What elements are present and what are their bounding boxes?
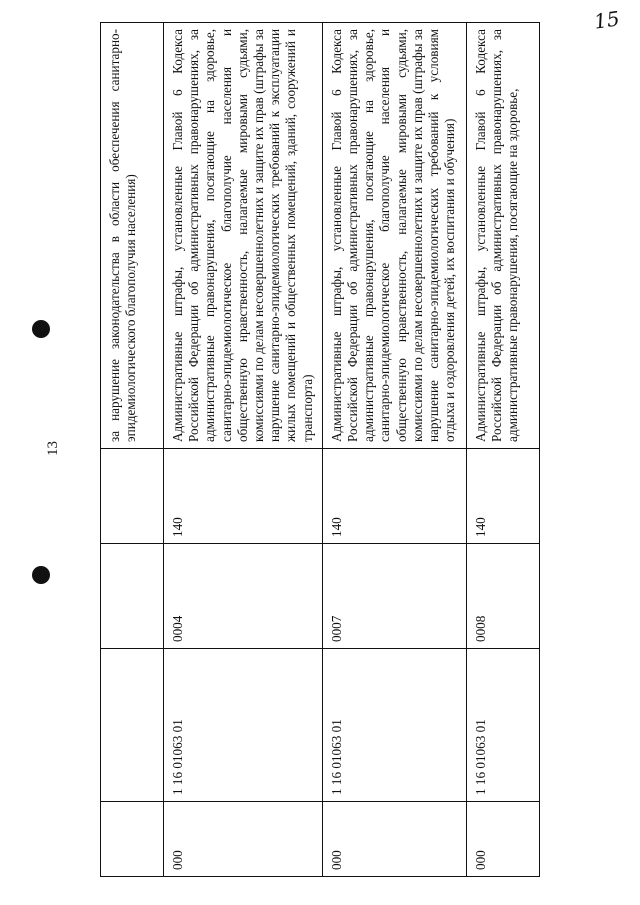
- admin-code-cell: 000: [466, 802, 539, 877]
- document-table-wrapper: [100, 22, 590, 877]
- description-cell: Административные штрафы, установленные Главой 6 Кодекса Российской Федерации об административных правонарушениях, за административные правонарушения, посягающие на здоровье, санитарно-эпидемиологическое благополучие населения и общественную нравственность, налагаемые мировыми судьями, комиссиями по делам несовершеннолетних и защите их прав (штрафы за нарушение санитарно-эпидемиологических требований к условиям отдыха и оздоровления детей, их воспитания и обучения): [322, 23, 466, 449]
- rotated-table-container: [100, 22, 590, 877]
- table-cell: [101, 449, 164, 544]
- page-number: 13: [45, 441, 61, 456]
- table-cell: [101, 802, 164, 877]
- subcode-cell: 0004: [164, 544, 323, 649]
- table-row: [322, 23, 466, 877]
- table-row: [466, 23, 539, 877]
- table-row: [164, 23, 323, 877]
- kosgu-cell: 140: [164, 449, 323, 544]
- table-row: [101, 23, 164, 877]
- handwritten-page-number: 15: [592, 6, 621, 34]
- kbk-code-cell: 1 16 01063 01: [164, 649, 323, 802]
- kosgu-cell: 140: [466, 449, 539, 544]
- description-cell: Административные штрафы, установленные Главой 6 Кодекса Российской Федерации об административных правонарушениях, за административные правонарушения, посягающие на здоровье,: [466, 23, 539, 449]
- description-cell: Административные штрафы, установленные Главой 6 Кодекса Российской Федерации об административных правонарушениях, за административные правонарушения, посягающие на здоровье, санитарно-эпидемиологическое благополучие населения и общественную нравственность, налагаемые мировыми судьями, комиссиями по делам несовершеннолетних и защите их прав (штрафы за нарушение санитарно-эпидемиологических требований к эксплуатации жилых помещений и общественных помещений, зданий, сооружений и транспорта): [164, 23, 323, 449]
- subcode-cell: 0007: [322, 544, 466, 649]
- kbk-code-cell: 1 16 01063 01: [466, 649, 539, 802]
- admin-code-cell: 000: [322, 802, 466, 877]
- kbk-code-cell: 1 16 01063 01: [322, 649, 466, 802]
- subcode-cell: 0008: [466, 544, 539, 649]
- table-cell: [101, 649, 164, 802]
- punch-hole: [32, 320, 50, 338]
- punch-hole: [32, 566, 50, 584]
- kosgu-cell: 140: [322, 449, 466, 544]
- admin-code-cell: 000: [164, 802, 323, 877]
- description-cell: за нарушение законодательства в области обеспечения санитарно-эпидемиологического благополучия населения): [101, 23, 164, 449]
- revenue-codes-table: [100, 22, 540, 877]
- table-cell: [101, 544, 164, 649]
